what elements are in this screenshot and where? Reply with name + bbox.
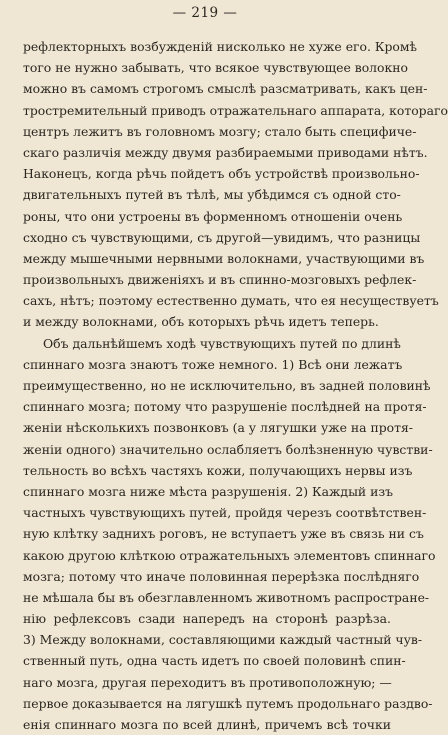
text-line: первое доказывается на лягушкѣ путемъ продольнаго раздво-: [23, 695, 433, 711]
text-line: того не нужно забывать, что всякое чувствующее волокно: [23, 60, 408, 76]
text-line: между мышечными нервными волокнами, участвующими въ: [23, 250, 425, 266]
text-line: центръ лежитъ въ головномъ мозгу; стало быть специфиче-: [23, 123, 417, 139]
text-line: мозга; потому что иначе половинная перерѣзка послѣдняго: [23, 568, 420, 584]
text-line: сахъ, нѣтъ; поэтому естественно думать, что ея несуществуетъ: [23, 293, 439, 309]
text-line: и между волокнами, объ которыхъ рѣчь идетъ теперь.: [23, 314, 379, 330]
text-line: женіи нѣсколькихъ позвонковъ (а у лягушки уже на протя-: [23, 420, 413, 436]
text-line: нію рефлексовъ сзади напередъ на сторонѣ разрѣза.: [23, 611, 391, 627]
text-line: тростремительный приводъ отражательнаго аппарата, котораго: [23, 102, 448, 118]
text-line: спиннаго мозга; потому что разрушеніе послѣдней на протя-: [23, 399, 427, 415]
body-text: [23, 36, 448, 735]
text-line: сходно съ чувствующими, съ другой—увидимъ, что разницы: [23, 229, 421, 245]
text-line: не мѣшала бы въ обезглавленномъ животномъ распростране-: [23, 589, 430, 605]
text-line: ную клѣтку заднихъ роговъ, не вступаетъ уже въ связь ни съ: [23, 526, 424, 542]
text-line: частныхъ чувствующихъ путей, пройдя черезъ соотвѣтствен-: [23, 505, 427, 521]
text-line: ственный путь, одна часть идетъ по своей половинѣ спин-: [23, 653, 406, 669]
page-number: — 219 —: [172, 5, 238, 21]
text-line: спиннаго мозга ниже мѣста разрушенія. 2) Каждый изъ: [23, 483, 394, 499]
text-line: произвольныхъ движеніяхъ и въ спинно-мозговыхъ рефлек-: [23, 272, 417, 288]
text-line: можно въ самомъ строгомъ смыслѣ разсматривать, какъ цен-: [23, 81, 428, 97]
text-line: наго мозга, другая переходитъ въ противоположную; —: [23, 674, 392, 690]
text-line: тельность во всѣхъ частяхъ кожи, получающихъ нервы изъ: [23, 462, 413, 478]
text-line: рефлекторныхъ возбужденій нисколько не хуже его. Кромѣ: [23, 39, 417, 54]
text-line: двигательныхъ путей въ тѣлѣ, мы убѣдимся съ одной сто-: [23, 187, 401, 203]
text-line: 3) Между волокнами, составляющими каждый частный чув-: [23, 632, 423, 648]
text-line: женіи одного) значительно ослабляетъ болѣзненную чувстви-: [23, 441, 433, 457]
text-line: Объ дальнѣйшемъ ходѣ чувствующихъ путей по длинѣ: [43, 335, 401, 351]
text-line: енія спиннаго мозга по всей длинѣ, причемъ всѣ точки: [23, 717, 391, 732]
text-line: Наконецъ, когда рѣчь пойдетъ объ устройствѣ произвольно-: [23, 166, 420, 182]
text-line: какою другою клѣткою отражательныхъ элементовъ спиннаго: [23, 547, 436, 563]
text-line: скаго различія между двумя разбираемыми приводами нѣтъ.: [23, 144, 428, 160]
text-line: преимущественно, но не исключительно, въ задней половинѣ: [23, 378, 431, 393]
text-line: роны, что они устроены въ форменномъ отношеніи очень: [23, 208, 403, 224]
text-line: спиннаго мозга знаютъ тоже немного. 1) Всѣ они лежатъ: [23, 356, 403, 372]
